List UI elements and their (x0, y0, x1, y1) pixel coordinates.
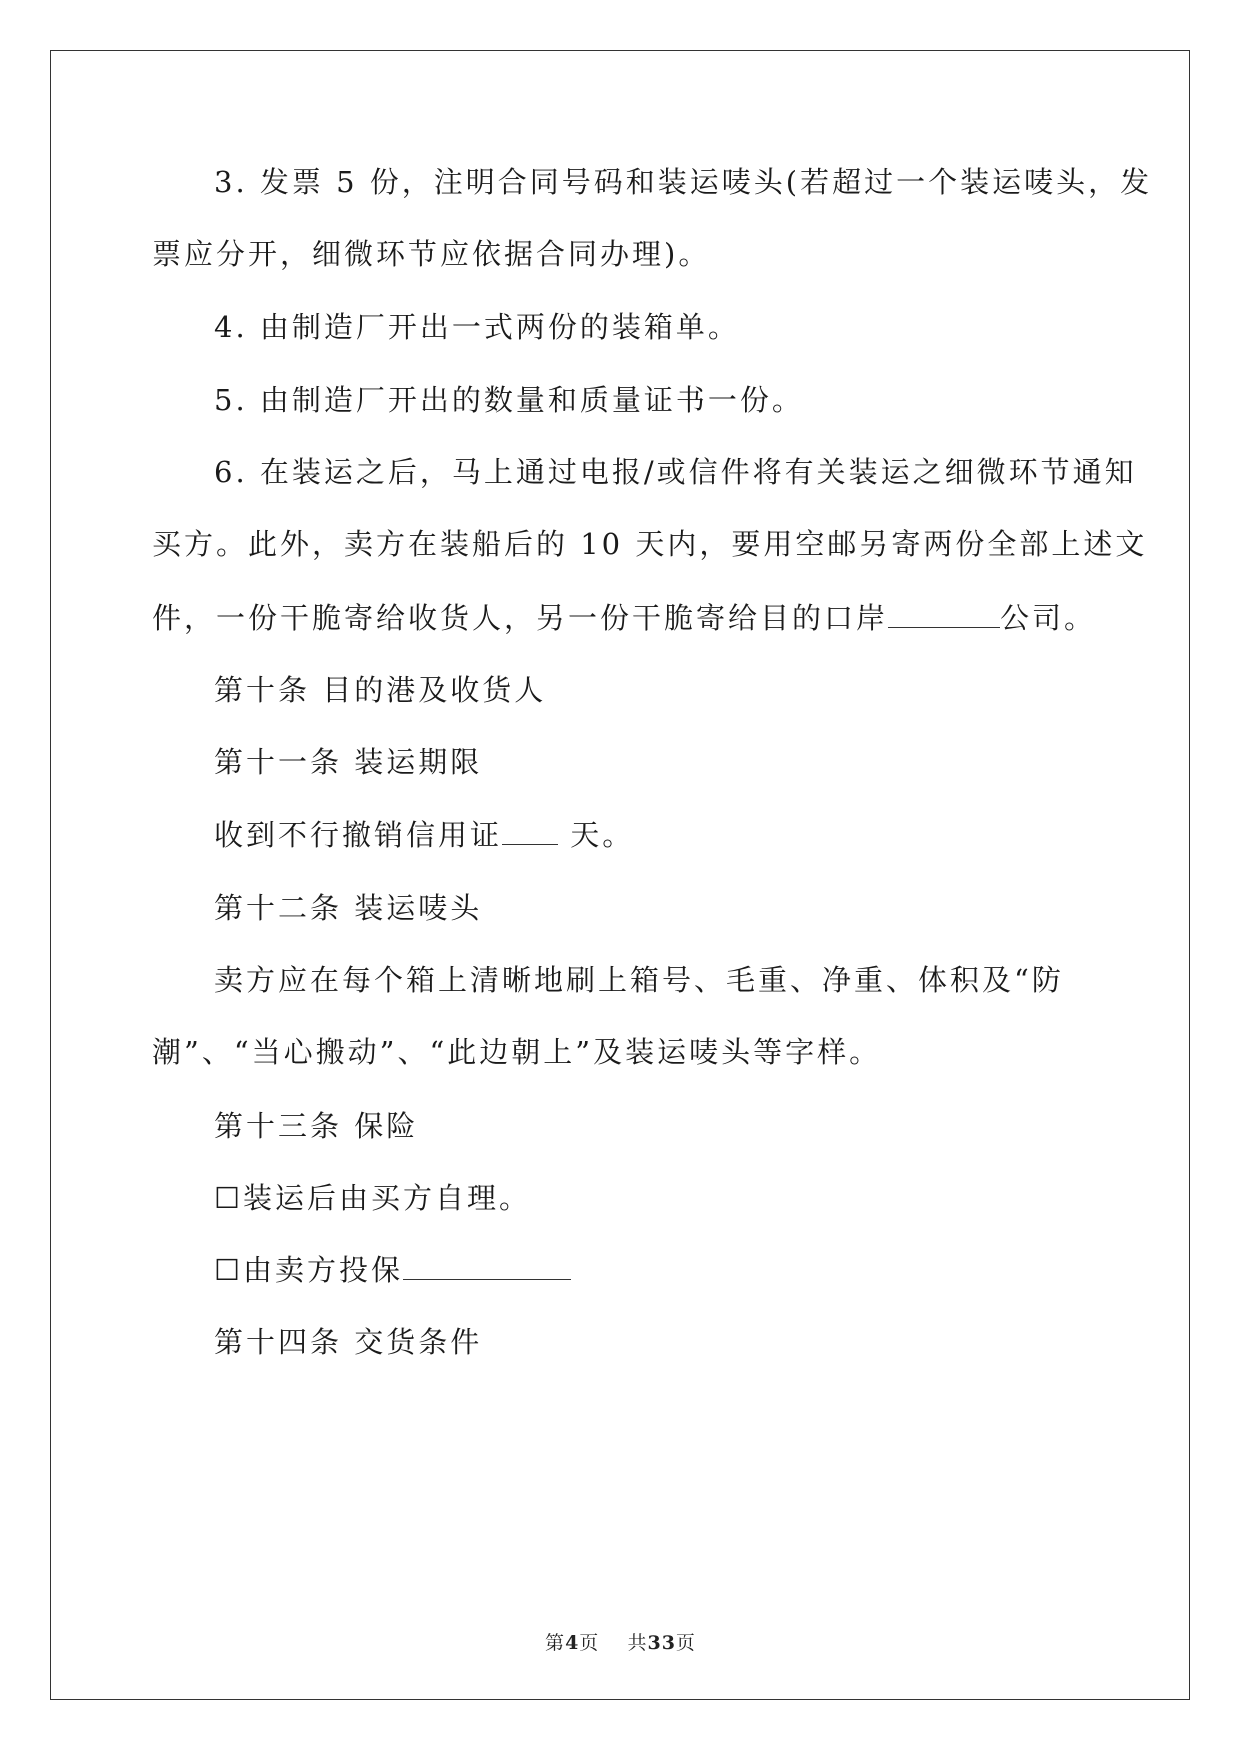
page-footer (0, 1628, 1241, 1655)
page-border (50, 50, 1190, 1700)
blank-underline (502, 816, 558, 845)
blank-underline (888, 599, 1000, 628)
paragraph-notice-line-2: 买方。此外，卖方在装船后的 10 天内，要用空邮另寄两份全部上述文 (152, 527, 1148, 561)
article-14-heading: 第十四条 交货条件 (214, 1325, 483, 1359)
paragraph-notice-line-3 (152, 598, 1096, 638)
shipment-period-end: 天。 (570, 818, 635, 852)
paragraph-quality-certificate: 5. 由制造厂开出的数量和质量证书一份。 (214, 383, 804, 417)
paragraph-marks-line-2: 潮”、“当心搬动”、“此边朝上”及装运唛头等字样。 (152, 1035, 882, 1069)
footer-prefix: 第 (545, 1632, 566, 1654)
shipment-period-line (214, 815, 634, 855)
footer-total-pages: 33 (647, 1632, 676, 1654)
shipment-period-text: 收到不行撤销信用证 (214, 818, 503, 852)
article-11-heading: 第十一条 装运期限 (214, 745, 483, 779)
paragraph-notice-line-1: 6. 在装运之后，马上通过电报/或信件将有关装运之细微环节通知 (214, 455, 1137, 489)
insurance-option-seller (214, 1250, 571, 1290)
paragraph-invoice-line-2: 票应分开，细微环节应依据合同办理)。 (152, 237, 711, 271)
article-12-heading: 第十二条 装运唛头 (214, 891, 483, 925)
paragraph-invoice-line-1: 3. 发票 5 份，注明合同号码和装运唛头(若超过一个装运唛头，发 (214, 165, 1153, 199)
notice-line-3-text: 件，一份干脆寄给收货人，另一份干脆寄给目的口岸 (152, 601, 889, 635)
article-13-heading: 第十三条 保险 (214, 1109, 419, 1143)
paragraph-packing-list: 4. 由制造厂开出一式两份的装箱单。 (214, 310, 740, 344)
footer-mid: 页 共 (579, 1632, 648, 1654)
notice-line-3-end: 公司。 (1000, 601, 1097, 635)
footer-suffix: 页 (675, 1632, 696, 1654)
paragraph-marks-line-1: 卖方应在每个箱上清晰地刷上箱号、毛重、净重、体积及“防 (214, 963, 1064, 997)
article-10-heading: 第十条 目的港及收货人 (214, 673, 547, 707)
footer-page-number: 4 (565, 1632, 580, 1654)
insurance-option-seller-text: ☐由卖方投保 (214, 1253, 403, 1287)
blank-underline (403, 1251, 571, 1280)
insurance-option-buyer: ☐装运后由买方自理。 (214, 1181, 531, 1215)
